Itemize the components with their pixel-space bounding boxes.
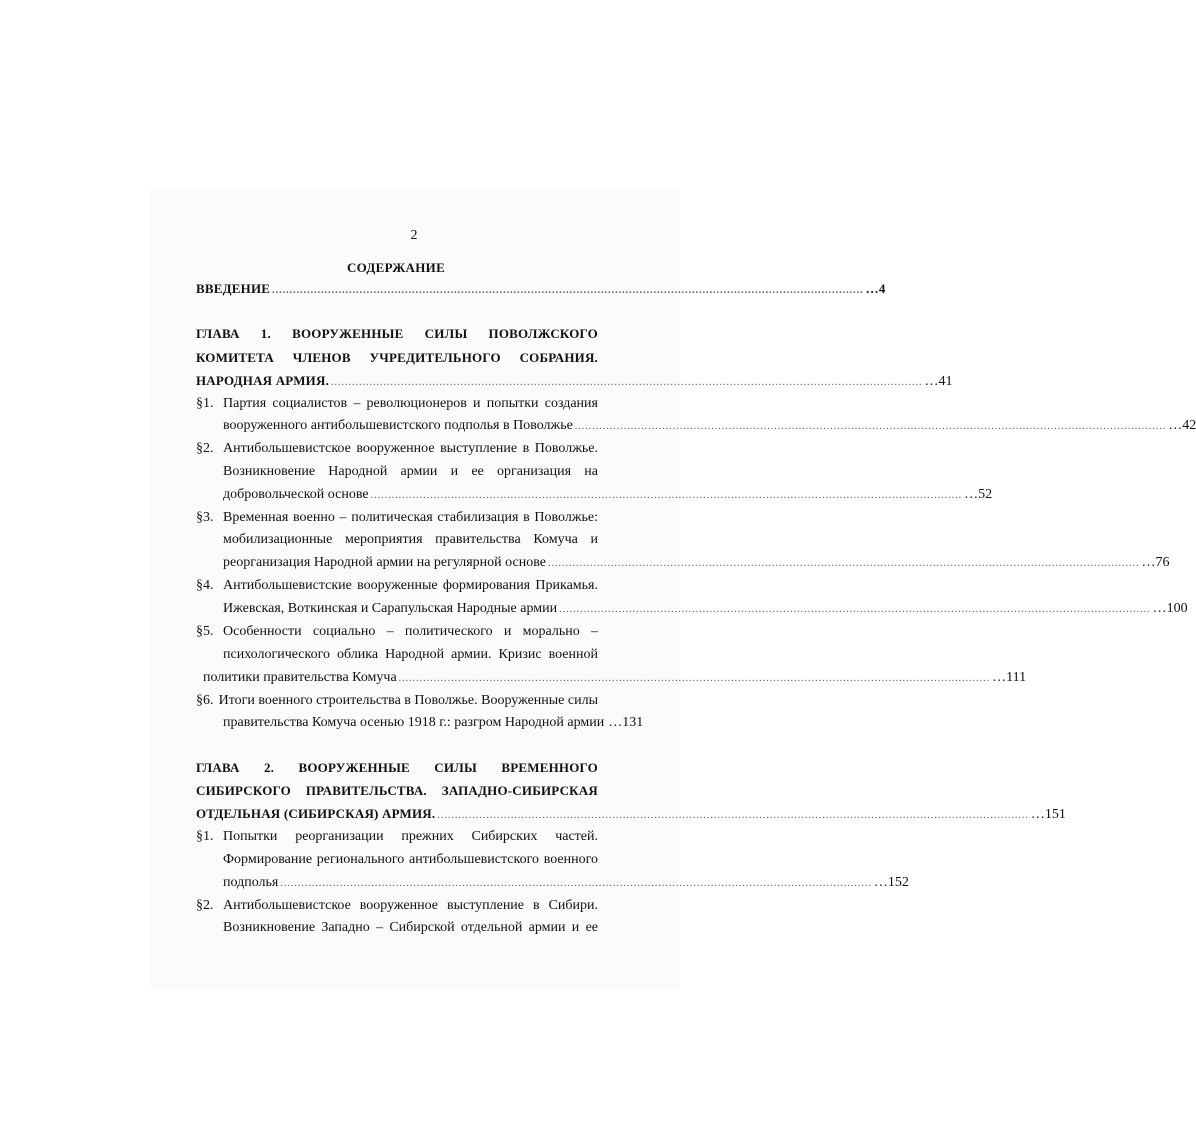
- ch1-section2-line3: добровольческой основе ......................................................................................................................................................................... …52: [223, 483, 623, 507]
- section-mark: §1.: [196, 829, 214, 844]
- chapter2-heading-line3: ОТДЕЛЬНАЯ (СИБИРСКАЯ) АРМИЯ.: [196, 806, 436, 821]
- ch1-section5-page: …111: [992, 670, 1027, 685]
- ch1-section1-page: …42: [1168, 418, 1196, 433]
- ch2-section2-line2: Возникновение Западно – Сибирской отдельной армии и ее: [223, 920, 598, 935]
- ch1-section2-line2: Возникновение Народной армии и ее организация на: [223, 464, 598, 479]
- page-number: 2: [410, 228, 418, 243]
- section-mark: §5.: [196, 624, 214, 639]
- ch1-section1-line1: §1. Партия социалистов – революционеров и попытки создания: [196, 392, 598, 416]
- ch1-section5-line2: психологического облика Народной армии. Кризис военной: [223, 647, 598, 662]
- ch1-section4-line1: §4. Антибольшевистские вооруженные формирования Прикамья.: [196, 574, 598, 598]
- ch2-section1-line3: подполья ......................................................................................................................................................................... …152: [223, 871, 632, 895]
- intro-label: ВВЕДЕНИЕ: [196, 281, 271, 296]
- ch2-section1-line1: §1. Попытки реорганизации прежних Сибирских частей.: [196, 825, 598, 849]
- ch2-section1-line2: Формирование регионального антибольшевистского военного: [223, 852, 598, 867]
- dot-leader: .........................................................................................................................................................................: [559, 604, 1151, 615]
- section-mark: §4.: [196, 578, 214, 593]
- chapter1-heading-line1: ГЛАВА 1. ВООРУЖЕННЫЕ СИЛЫ ПОВОЛЖСКОГО: [196, 326, 598, 341]
- toc-title: СОДЕРЖАНИЕ: [346, 260, 446, 275]
- ch1-section3-page: …76: [1141, 555, 1170, 570]
- ch1-section4-page: …100: [1152, 601, 1188, 616]
- ch2-section2-line1: §2. Антибольшевистское вооруженное выступление в Сибири.: [196, 894, 598, 918]
- ch1-section3-line1: §3. Временная военно – политическая стабилизация в Поволжье:: [196, 506, 598, 530]
- chapter2-page: …151: [1030, 807, 1066, 822]
- chapter2-heading-line2: СИБИРСКОГО ПРАВИТЕЛЬСТВА. ЗАПАДНО-СИБИРСКАЯ: [196, 783, 598, 798]
- chapter1-page: …41: [924, 374, 953, 389]
- section-mark: §3.: [196, 510, 214, 525]
- dot-leader: .........................................................................................................................................................................: [280, 878, 872, 889]
- dot-leader: .........................................................................................................................................................................: [547, 558, 1140, 569]
- dot-leader: .........................................................................................................................................................................: [331, 377, 923, 388]
- ch1-section3-line2: мобилизационные мероприятия правительства Комуча и: [223, 532, 598, 547]
- intro-page: …4: [865, 281, 886, 296]
- ch1-section6-line2: правительства Комуча осенью 1918 г.: разгром Народной армии …131: [223, 711, 631, 735]
- chapter1-heading-line3: НАРОДНАЯ АРМИЯ.: [196, 373, 330, 388]
- dot-leader: .........................................................................................................................................................................: [398, 673, 991, 684]
- ch1-section4-line2: Ижевская, Воткинская и Сарапульская Народные армии ......................................................................................................................................................................... …100: [223, 597, 631, 621]
- toc-entry-intro: [196, 277, 886, 301]
- section-mark: §1.: [196, 396, 214, 411]
- section-mark: §2.: [196, 898, 214, 913]
- dot-leader: .........................................................................................................................................................................: [370, 490, 963, 501]
- section-mark: §2.: [196, 441, 214, 456]
- ch1-section2-line1: §2. Антибольшевистское вооруженное выступление в Поволжье.: [196, 437, 598, 461]
- section-mark: §6.: [196, 693, 214, 708]
- chapter2-heading-line1: ГЛАВА 2. ВООРУЖЕННЫЕ СИЛЫ ВРЕМЕННОГО: [196, 760, 598, 775]
- toc-entry-chapter1: [196, 369, 953, 393]
- ch1-section2-page: …52: [964, 487, 993, 502]
- dot-leader: .........................................................................................................................................................................: [574, 421, 1167, 432]
- ch1-section1-line2: вооруженного антибольшевистского подполья в Поволжье ......................................................................................................................................................................... …42: [223, 414, 625, 438]
- toc-entry-chapter2: [196, 802, 1066, 826]
- ch2-section1-page: …152: [873, 875, 909, 890]
- ch1-section3-line3: реорганизация Народной армии на регулярной основе ......................................................................................................................................................................... …76: [223, 551, 623, 575]
- chapter1-heading-line2: КОМИТЕТА ЧЛЕНОВ УЧРЕДИТЕЛЬНОГО СОБРАНИЯ.: [196, 350, 598, 365]
- ch1-section6-page: …131: [608, 715, 644, 730]
- ch1-section5-line1: §5. Особенности социально – политического и морально –: [196, 620, 598, 644]
- dot-leader: .........................................................................................................................................................................: [272, 285, 864, 296]
- dot-leader: .........................................................................................................................................................................: [437, 810, 1029, 821]
- ch1-section6-line1: §6. Итоги военного строительства в Поволжье. Вооруженные силы: [196, 689, 598, 713]
- ch1-section5-line3: политики правительства Комуча ......................................................................................................................................................................... …111: [203, 666, 631, 690]
